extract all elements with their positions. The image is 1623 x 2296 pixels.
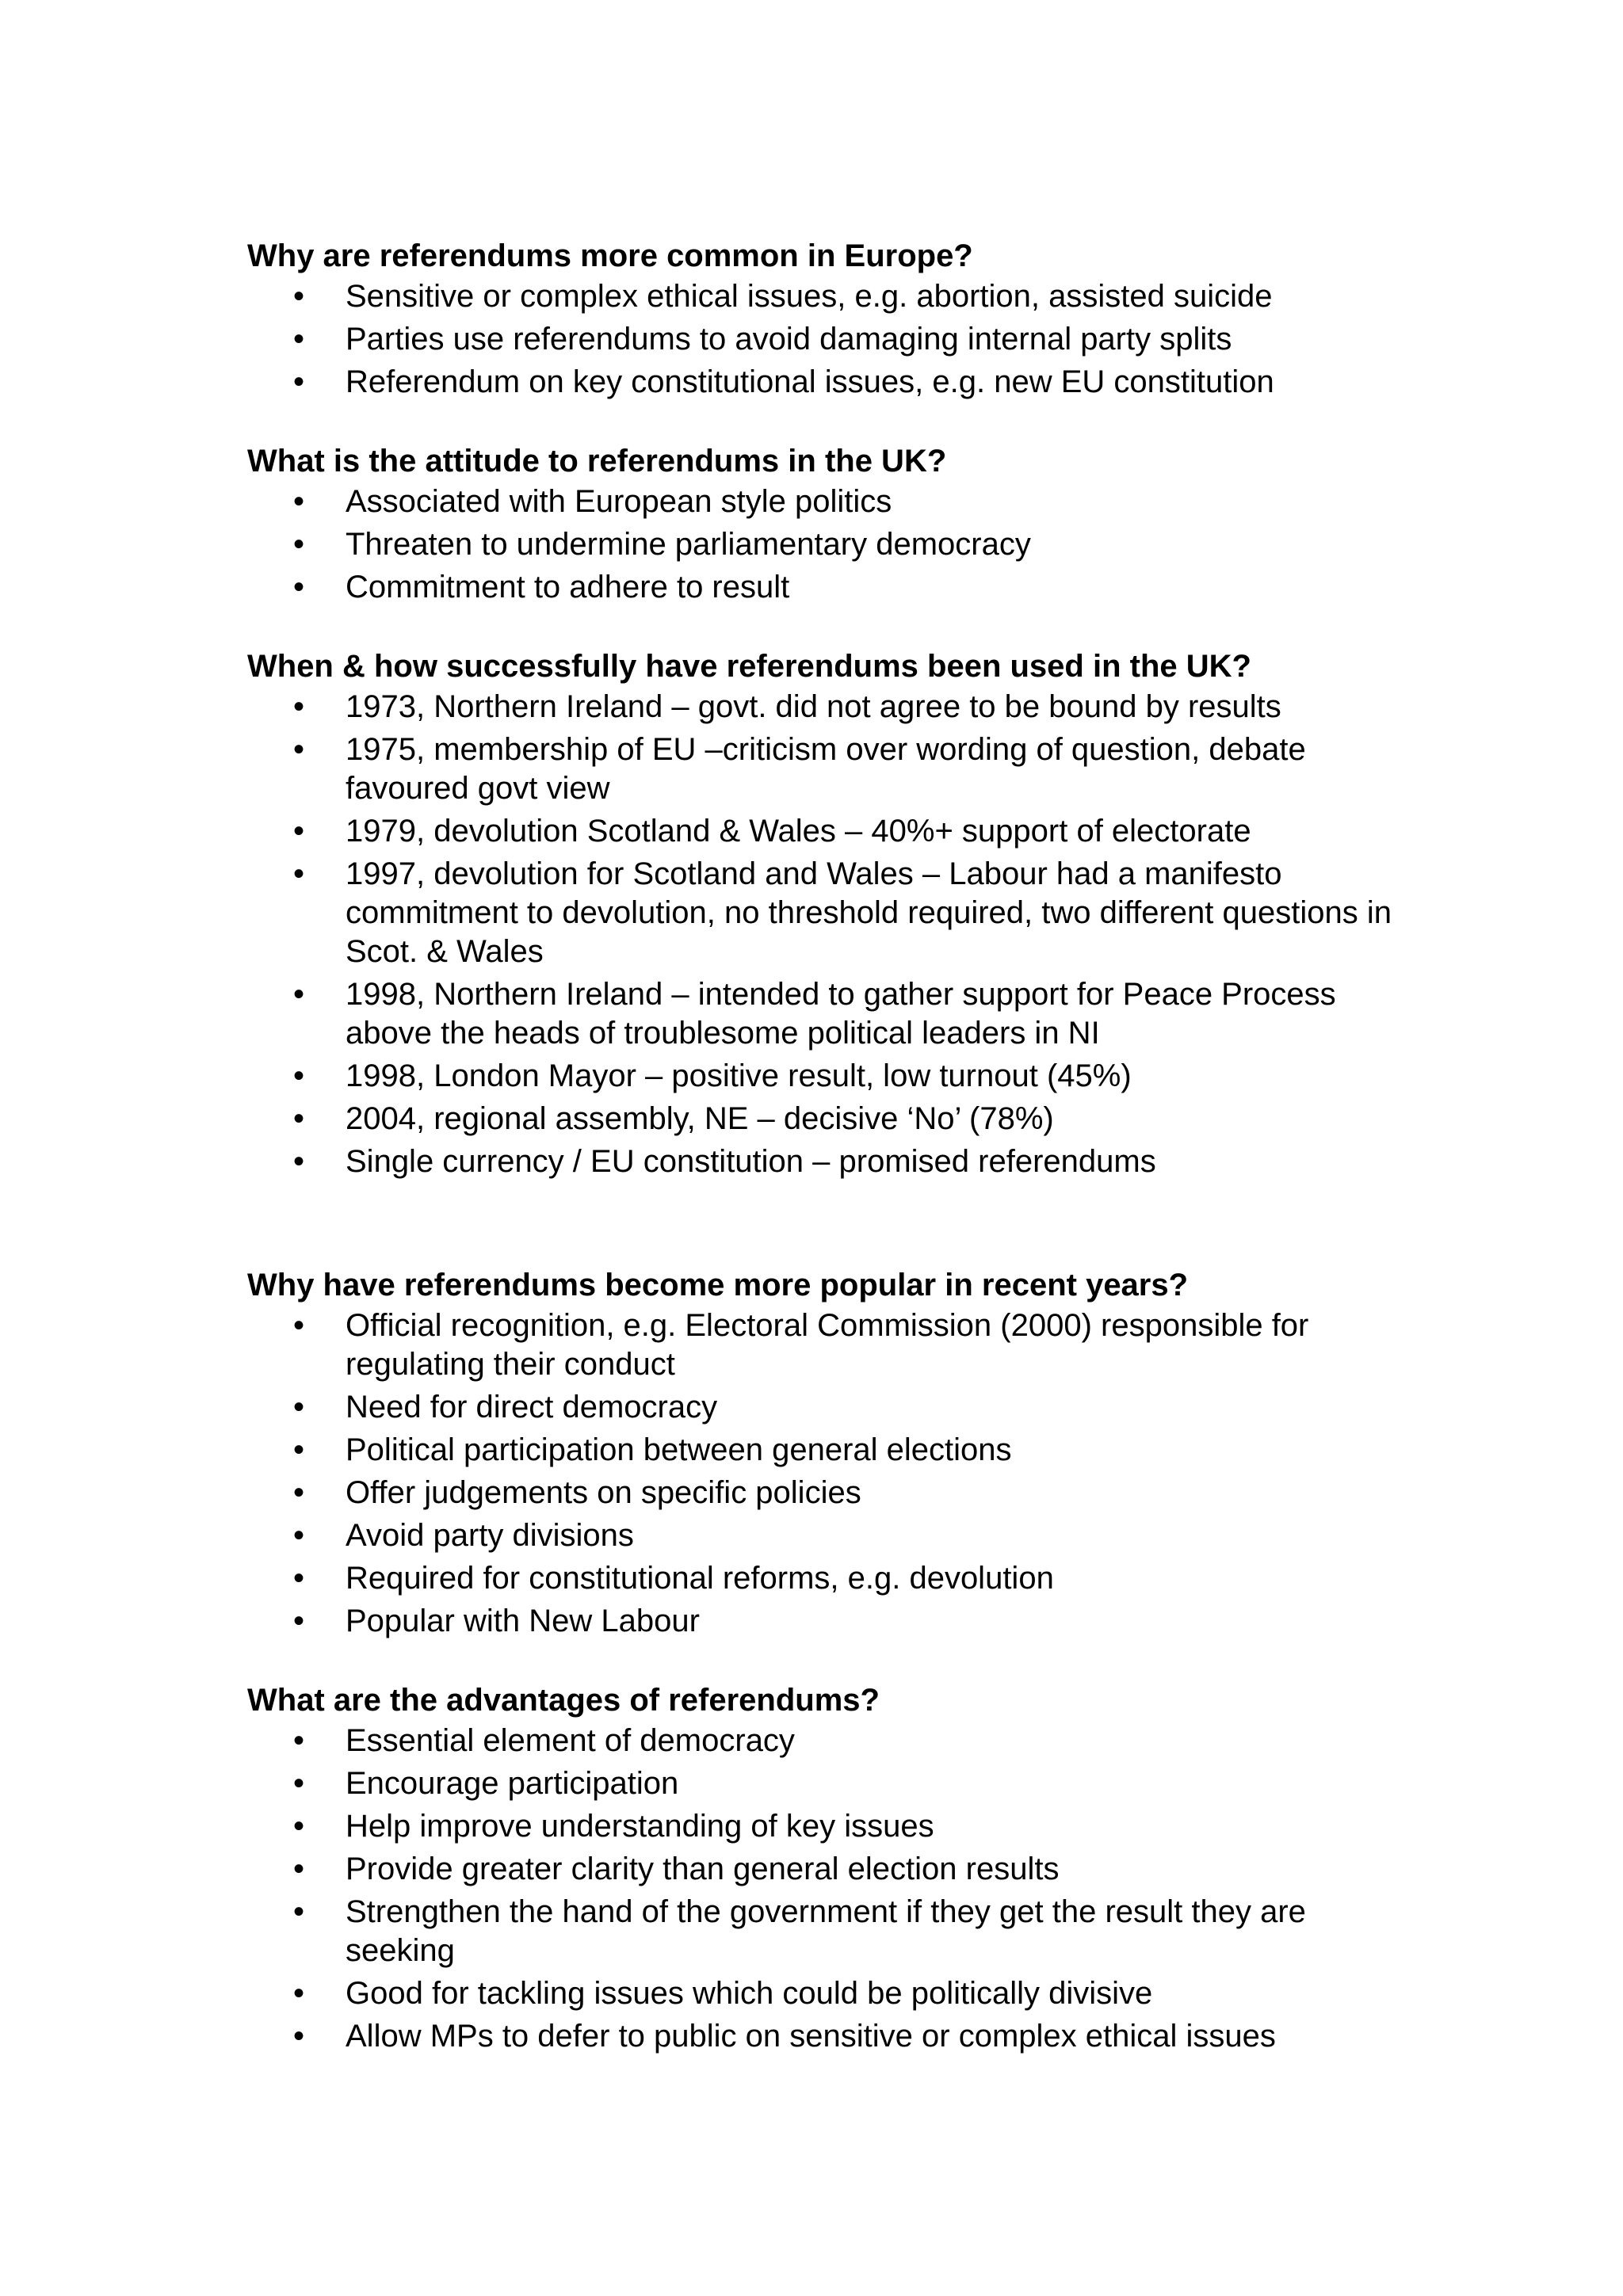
list-item: • Referendum on key constitutional issues, e.g. new EU constitution [247,363,1420,402]
list-item: • Single currency / EU constitution – promised referendums [247,1142,1420,1181]
list-item: • Provide greater clarity than general election results [247,1850,1420,1889]
bullet-list [247,1722,1420,2056]
list-item: • 1975, membership of EU –criticism over wording of question, debate favoured govt view [247,730,1420,808]
list-item: • Popular with New Labour [247,1602,1420,1641]
list-item: • Allow MPs to defer to public on sensitive or complex ethical issues [247,2017,1420,2056]
list-item: • Political participation between general elections [247,1431,1420,1470]
bullet-list [247,688,1420,1181]
list-item: • Need for direct democracy [247,1388,1420,1427]
section-uk-usage [247,645,1420,1181]
bullet-list [247,482,1420,607]
list-item: • Parties use referendums to avoid damaging internal party splits [247,320,1420,359]
list-item: • 1998, London Mayor – positive result, low turnout (45%) [247,1057,1420,1096]
list-item: • Encourage participation [247,1764,1420,1803]
bullet-list [247,1306,1420,1641]
list-item: • Strengthen the hand of the government if they get the result they are seeking [247,1893,1420,1970]
list-item: • 1998, Northern Ireland – intended to gather support for Peace Process above the heads of troublesome political leaders in NI [247,975,1420,1053]
document-content [247,235,1420,2094]
section-heading: When & how successfully have referendums been used in the UK? [247,649,1251,684]
list-item: • Commitment to adhere to result [247,568,1420,607]
list-item: • Sensitive or complex ethical issues, e.g. abortion, assisted suicide [247,277,1420,316]
section-heading: What are the advantages of referendums? [247,1683,880,1718]
list-item: • Help improve understanding of key issues [247,1807,1420,1846]
list-item: • Official recognition, e.g. Electoral Commission (2000) responsible for regulating their conduct [247,1306,1420,1384]
list-item: • Good for tackling issues which could be politically divisive [247,1974,1420,2013]
list-item: • Avoid party divisions [247,1516,1420,1555]
list-item: • Associated with European style politics [247,482,1420,521]
list-item: • Essential element of democracy [247,1722,1420,1760]
section-heading: Why are referendums more common in Europe? [247,238,973,273]
section-popularity [247,1264,1420,1641]
section-heading: Why have referendums become more popular in recent years? [247,1268,1189,1302]
list-item: • Offer judgements on specific policies [247,1474,1420,1512]
list-item: • Required for constitutional reforms, e.g. devolution [247,1559,1420,1598]
list-item: • 1973, Northern Ireland – govt. did not agree to be bound by results [247,688,1420,727]
list-item: • 1979, devolution Scotland & Wales – 40%+ support of electorate [247,812,1420,851]
list-item: • 2004, regional assembly, NE – decisive ‘No’ (78%) [247,1100,1420,1138]
section-europe-referendums [247,235,1420,402]
list-item: • 1997, devolution for Scotland and Wales – Labour had a manifesto commitment to devolution, no threshold required, two different questions in Scot. & Wales [247,855,1420,971]
bullet-list [247,277,1420,402]
list-item: • Threaten to undermine parliamentary democracy [247,525,1420,564]
section-advantages [247,1679,1420,2056]
section-heading: What is the attitude to referendums in the UK? [247,444,947,479]
section-uk-attitude [247,440,1420,607]
